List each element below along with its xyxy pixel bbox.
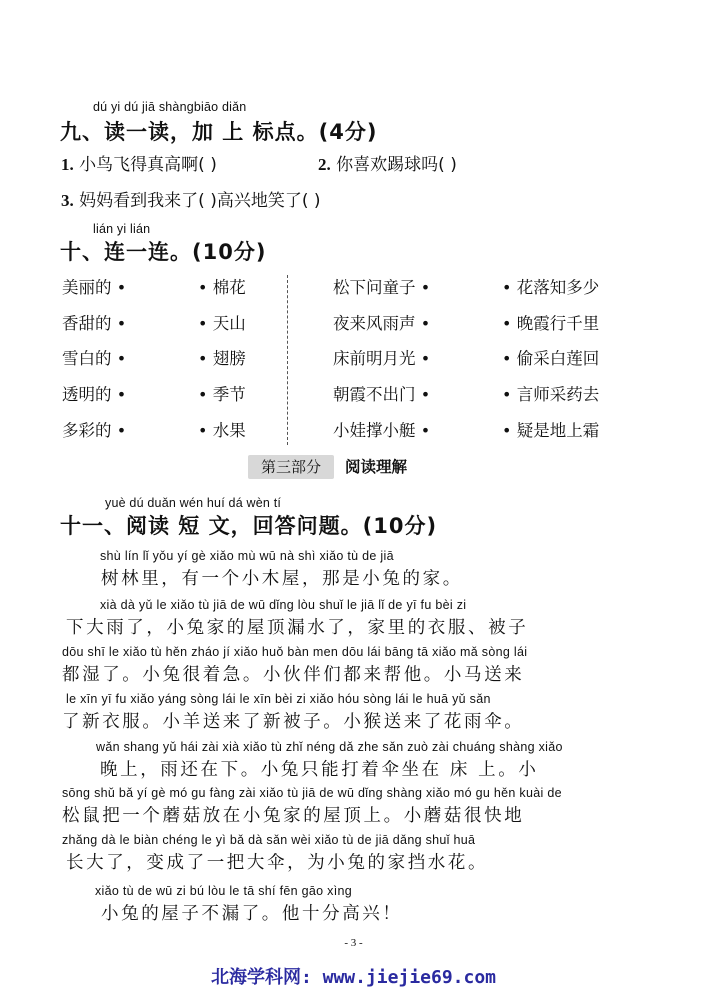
- match-left-item[interactable]: 雪白的 •: [62, 349, 127, 368]
- match-left-item[interactable]: 多彩的 •: [62, 421, 127, 440]
- match-right-target[interactable]: • 疑是地上霜: [502, 421, 600, 440]
- part3-title: 阅读理解: [345, 458, 408, 476]
- story-line-pinyin: wǎn shang yǔ hái zài xià xiǎo tù zhǐ néng dǎ zhe sǎn zuò zài chuáng shàng xiǎo: [96, 740, 563, 754]
- column-divider: [287, 275, 288, 445]
- question-3: [61, 186, 321, 211]
- section11-pinyin: yuè dú duǎn wén huí dá wèn tí: [105, 496, 282, 510]
- match-left-target[interactable]: • 水果: [198, 421, 246, 440]
- story-line-pinyin: xià dà yǔ le xiǎo tù jiā de wū dǐng lòu shuǐ le jiā lǐ de yī fu bèi zi: [100, 598, 467, 612]
- question-1-text: 小鸟飞得真高啊( ): [79, 155, 217, 175]
- story-line-text: 都湿了。小兔很着急。小伙伴们都来帮他。小马送来: [62, 665, 525, 685]
- story-line-pinyin: shù lín lǐ yǒu yí gè xiǎo mù wū nà shì xiǎo tù de jiā: [100, 549, 394, 563]
- match-right-target[interactable]: • 言师采药去: [502, 385, 600, 404]
- match-right-target[interactable]: • 偷采白莲回: [502, 349, 600, 368]
- story-line-text: 了新衣服。小羊送来了新被子。小猴送来了花雨伞。: [62, 712, 525, 732]
- part3-banner: 第三部分: [248, 455, 334, 479]
- match-right-item[interactable]: 床前明月光 •: [333, 349, 431, 368]
- question-3-text: 妈妈看到我来了( )高兴地笑了( ): [79, 191, 321, 211]
- story-line-pinyin: sōng shǔ bǎ yí gè mó gu fàng zài xiǎo tù jiā de wū dǐng shàng xiǎo mó gu hěn kuài de: [62, 786, 562, 800]
- match-right-target[interactable]: • 花落知多少: [502, 278, 600, 297]
- section10-pinyin: lián yi lián: [93, 222, 151, 236]
- story-line-text: 晚上，雨还在下。小兔只能打着伞坐在 床 上。小: [100, 760, 539, 780]
- match-left-item[interactable]: 香甜的 •: [62, 314, 127, 333]
- story-line-text: 小兔的屋子不漏了。他十分高兴！: [101, 904, 403, 924]
- match-left-item[interactable]: 透明的 •: [62, 385, 127, 404]
- match-left-item[interactable]: 美丽的 •: [62, 278, 127, 297]
- match-left-target[interactable]: • 天山: [198, 314, 246, 333]
- story-line-text: 松鼠把一个蘑菇放在小兔家的屋顶上。小蘑菇很快地: [62, 806, 525, 826]
- section10-heading: 十、连一连。(10分): [60, 240, 267, 264]
- story-line-pinyin: zhǎng dà le biàn chéng le yì bǎ dà sǎn wèi xiǎo tù de jiā dǎng shuǐ huā: [62, 833, 476, 847]
- match-right-item[interactable]: 夜来风雨声 •: [333, 314, 431, 333]
- footer-site-link[interactable]: 北海学科网: www.jiejie69.com: [210, 967, 497, 988]
- match-right-item[interactable]: 朝霞不出门 •: [333, 385, 431, 404]
- story-line-text: 长大了，变成了一把大伞，为小兔的家挡水花。: [66, 853, 489, 873]
- match-left-target[interactable]: • 季节: [198, 385, 246, 404]
- question-3-number: 3.: [61, 191, 74, 210]
- match-right-item[interactable]: 松下问童子 •: [333, 278, 431, 297]
- question-2: [318, 150, 457, 175]
- match-right-item[interactable]: 小娃撑小艇 •: [333, 421, 431, 440]
- match-right-target[interactable]: • 晚霞行千里: [502, 314, 600, 333]
- story-line-text: 下大雨了，小兔家的屋顶漏水了，家里的衣服、被子: [66, 618, 529, 638]
- match-left-target[interactable]: • 翅膀: [198, 349, 246, 368]
- story-line-pinyin: le xīn yī fu xiǎo yáng sòng lái le xīn bèi zi xiǎo hóu sòng lái le huā yǔ sǎn: [66, 692, 491, 706]
- question-2-text: 你喜欢踢球吗( ): [336, 155, 457, 175]
- section9-pinyin: dú yi dú jiā shàngbiāo diǎn: [93, 100, 247, 114]
- match-left-target[interactable]: • 棉花: [198, 278, 246, 297]
- section9-heading: 九、读一读，加 上 标点。(4分): [60, 120, 378, 144]
- page-number: - 3 -: [344, 937, 363, 949]
- story-line-text: 树林里，有一个小木屋，那是小兔的家。: [101, 569, 463, 589]
- story-line-pinyin: xiǎo tù de wū zi bú lòu le tā shí fēn gāo xìng: [95, 884, 353, 898]
- story-line-pinyin: dōu shī le xiǎo tù hěn zháo jí xiǎo huǒ bàn men dōu lái bāng tā xiǎo mǎ sòng lái: [62, 645, 528, 659]
- section11-heading: 十一、阅读 短 文，回答问题。(10分): [60, 514, 438, 538]
- question-1: [61, 150, 217, 175]
- question-2-number: 2.: [318, 155, 331, 174]
- question-1-number: 1.: [61, 155, 74, 174]
